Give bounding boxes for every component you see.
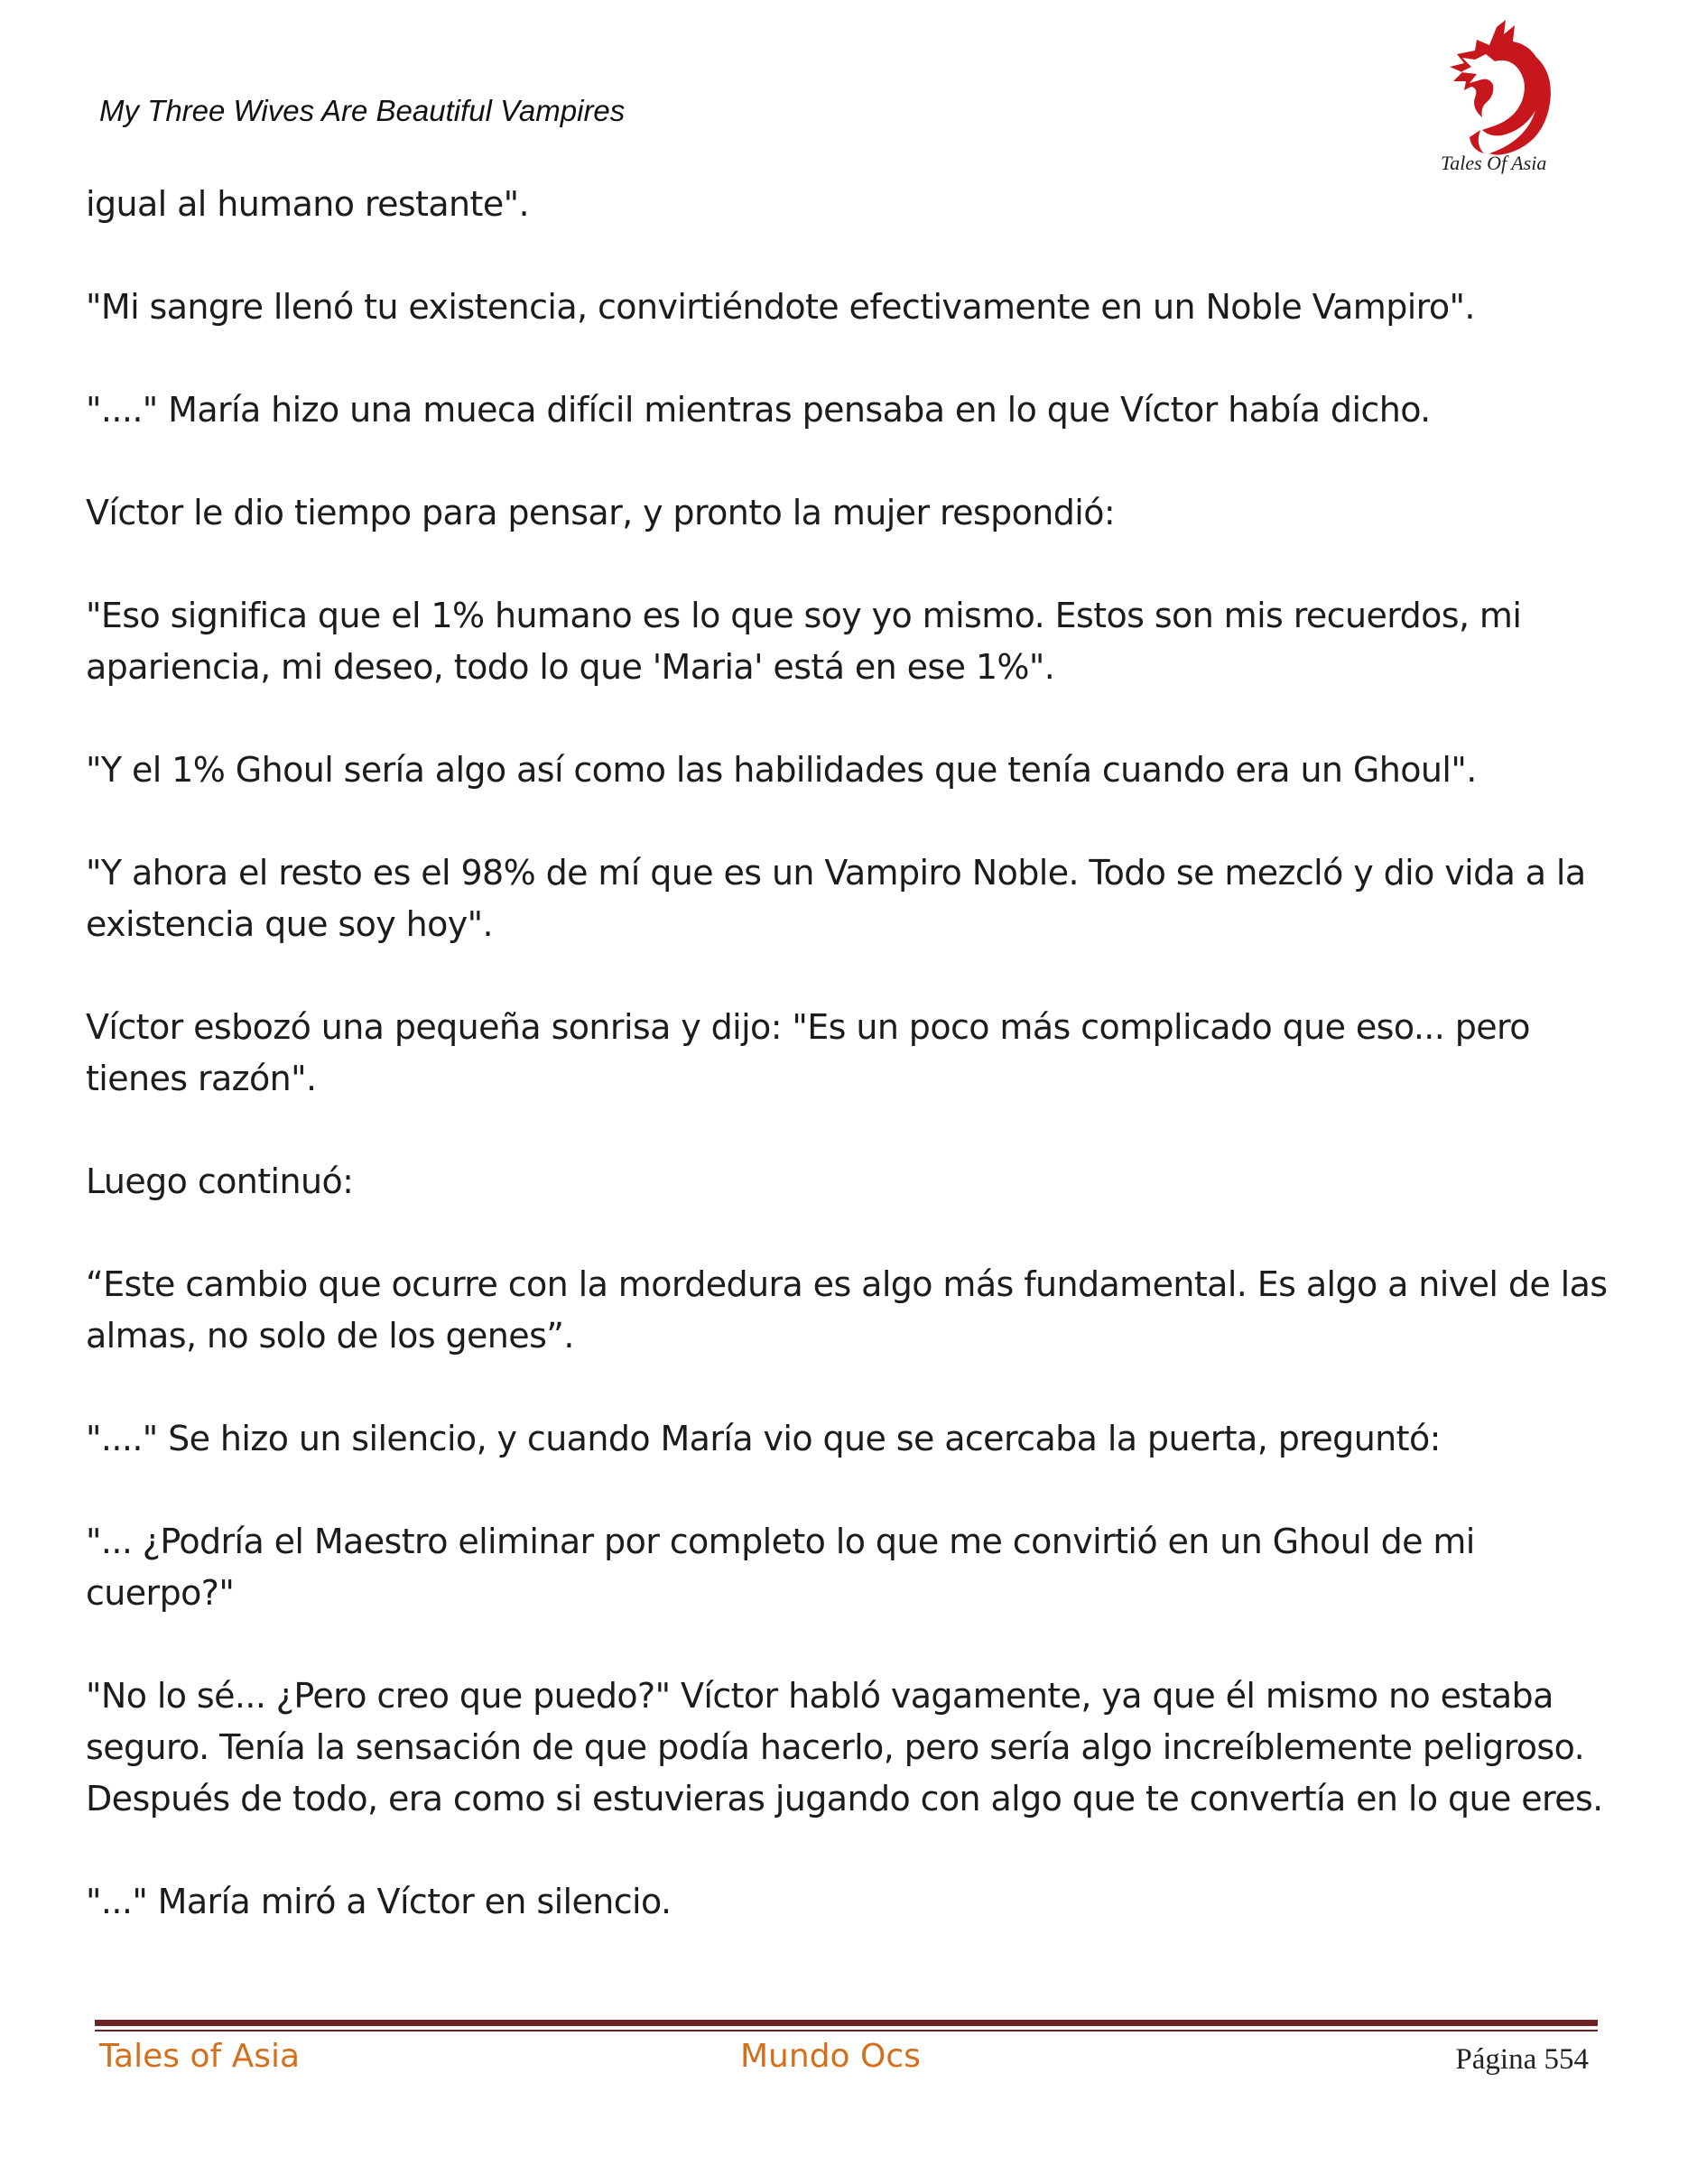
- paragraph: "...." Se hizo un silencio, y cuando María vio que se acercaba la puerta, preguntó:: [86, 1419, 1441, 1458]
- footer-center: Mundo Ocs: [740, 2038, 921, 2075]
- logo-caption: Tales Of Asia: [1441, 152, 1547, 174]
- paragraph: "No lo sé... ¿Pero creo que puedo?" Víctor habló vagamente, ya que él mismo no estaba seguro. Tenía la sensación de que podía hacerlo, pero sería algo increíblemente peligroso. Después de todo, era como si estuvieras jugando con algo que te convertía en lo que eres.: [86, 1676, 1603, 1818]
- paragraph: "... ¿Podría el Maestro eliminar por completo lo que me convirtió en un Ghoul de mi cuerpo?": [86, 1522, 1475, 1613]
- paragraph: "Mi sangre llenó tu existencia, convirtiéndote efectivamente en un Noble Vampiro".: [86, 287, 1475, 327]
- paragraph: "Y ahora el resto es el 98% de mí que es un Vampiro Noble. Todo se mezcló y dio vida a la existencia que soy hoy".: [86, 853, 1586, 944]
- paragraph: Víctor le dio tiempo para pensar, y pronto la mujer respondió:: [86, 493, 1116, 532]
- paragraph: "Eso significa que el 1% humano es lo que soy yo mismo. Estos son mis recuerdos, mi apariencia, mi deseo, todo lo que 'Maria' está en ese 1%".: [86, 596, 1522, 687]
- paragraph: Luego continuó:: [86, 1161, 354, 1201]
- page-number: Página 554: [1455, 2043, 1589, 2076]
- paragraph: “Este cambio que ocurre con la mordedura es algo más fundamental. Es algo a nivel de las almas, no solo de los genes”.: [86, 1264, 1608, 1356]
- body-text: [86, 179, 1620, 1979]
- paragraph: "...." María hizo una mueca difícil mientras pensaba en lo que Víctor había dicho.: [86, 390, 1431, 430]
- paragraph: Víctor esbozó una pequeña sonrisa y dijo: "Es un poco más complicado que eso... pero tienes razón".: [86, 1007, 1530, 1098]
- paragraph: "..." María miró a Víctor en silencio.: [86, 1882, 672, 1921]
- footer-rule-thin: [95, 2030, 1598, 2031]
- paragraph: igual al humano restante".: [86, 184, 529, 224]
- footer-rule: [95, 2020, 1598, 2026]
- paragraph: "Y el 1% Ghoul sería algo así como las habilidades que tenía cuando era un Ghoul".: [86, 750, 1477, 790]
- footer-left: Tales of Asia: [99, 2038, 301, 2075]
- header-title: My Three Wives Are Beautiful Vampires: [99, 94, 626, 127]
